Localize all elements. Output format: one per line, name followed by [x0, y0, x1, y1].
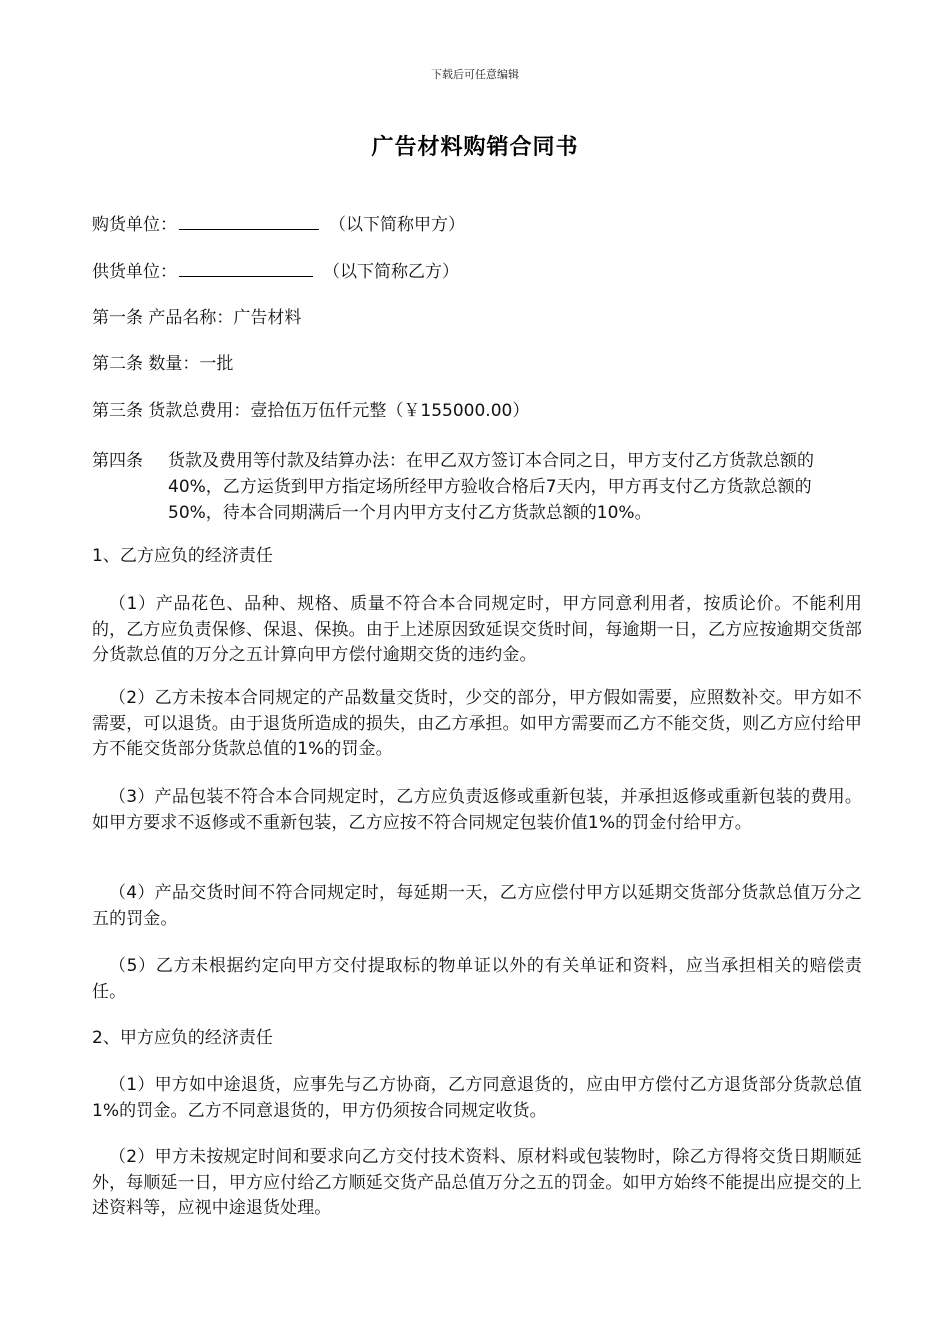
section-2-item-1: （1）甲方如中途退货，应事先与乙方协商，乙方同意退货的，应由甲方偿付乙方退货部分货款总值1%的罚金。乙方不同意退货的，甲方仍须按合同规定收货。: [92, 1075, 862, 1121]
document-title: 广告材料购销合同书: [371, 135, 579, 160]
section-2-item-2: （2）甲方未按规定时间和要求向乙方交付技术资料、原材料或包装物时，除乙方得将交货日期顺延外，每顺延一日，甲方应付给乙方顺延交货产品总值万分之五的罚金。如甲方始终不能提出应提交的上述资料等，应视中途退货处理。: [92, 1147, 862, 1218]
buyer-blank: [179, 211, 319, 230]
supplier-blank: [179, 258, 313, 277]
article-3: 第三条 货款总费用：壹拾伍万伍仟元整（￥155000.00）: [92, 401, 530, 421]
header-note: 下载后可任意编辑: [431, 68, 519, 81]
article-4: [92, 448, 862, 526]
buyer-label: 购货单位：: [92, 215, 177, 235]
article-4-label: 第四条: [92, 451, 143, 471]
section-2-heading: 2、甲方应负的经济责任: [92, 1028, 273, 1048]
article-4-text: 货款及费用等付款及结算办法：在甲乙双方签订本合同之日，甲方支付乙方货款总额的40%，乙方运货到甲方指定场所经甲方验收合格后7天内，甲方再支付乙方货款总额的50%，待本合同期满后一个月内甲方支付乙方货款总额的10%。: [168, 451, 814, 523]
buyer-suffix: （以下简称甲方）: [329, 215, 465, 235]
section-1-item-1: （1）产品花色、品种、规格、质量不符合本合同规定时，甲方同意利用者，按质论价。不能利用的，乙方应负责保修、保退、保换。由于上述原因致延误交货时间，每逾期一日，乙方应按逾期交货部分货款总值的万分之五计算向甲方偿付逾期交货的违约金。: [92, 594, 862, 665]
section-1-item-2: （2）乙方未按本合同规定的产品数量交货时，少交的部分，甲方假如需要，应照数补交。甲方如不需要，可以退货。由于退货所造成的损失，由乙方承担。如甲方需要而乙方不能交货，则乙方应付给甲方不能交货部分货款总值的1%的罚金。: [92, 688, 862, 759]
buyer-line: [92, 211, 465, 238]
section-1-item-5: （5）乙方未根据约定向甲方交付提取标的物单证以外的有关单证和资料，应当承担相关的赔偿责任。: [92, 956, 862, 1002]
section-1-heading: 1、乙方应负的经济责任: [92, 546, 273, 566]
supplier-suffix: （以下简称乙方）: [323, 262, 459, 282]
section-1-item-4: （4）产品交货时间不符合同规定时，每延期一天，乙方应偿付甲方以延期交货部分货款总值万分之五的罚金。: [92, 883, 862, 929]
supplier-line: [92, 258, 459, 285]
supplier-label: 供货单位：: [92, 262, 177, 282]
section-1-item-3: （3）产品包装不符合本合同规定时，乙方应负责返修或重新包装，并承担返修或重新包装的费用。如甲方要求不返修或不重新包装，乙方应按不符合同规定包装价值1%的罚金付给甲方。: [92, 787, 862, 833]
article-2: 第二条 数量：一批: [92, 354, 234, 374]
article-1: 第一条 产品名称：广告材料: [92, 308, 302, 328]
